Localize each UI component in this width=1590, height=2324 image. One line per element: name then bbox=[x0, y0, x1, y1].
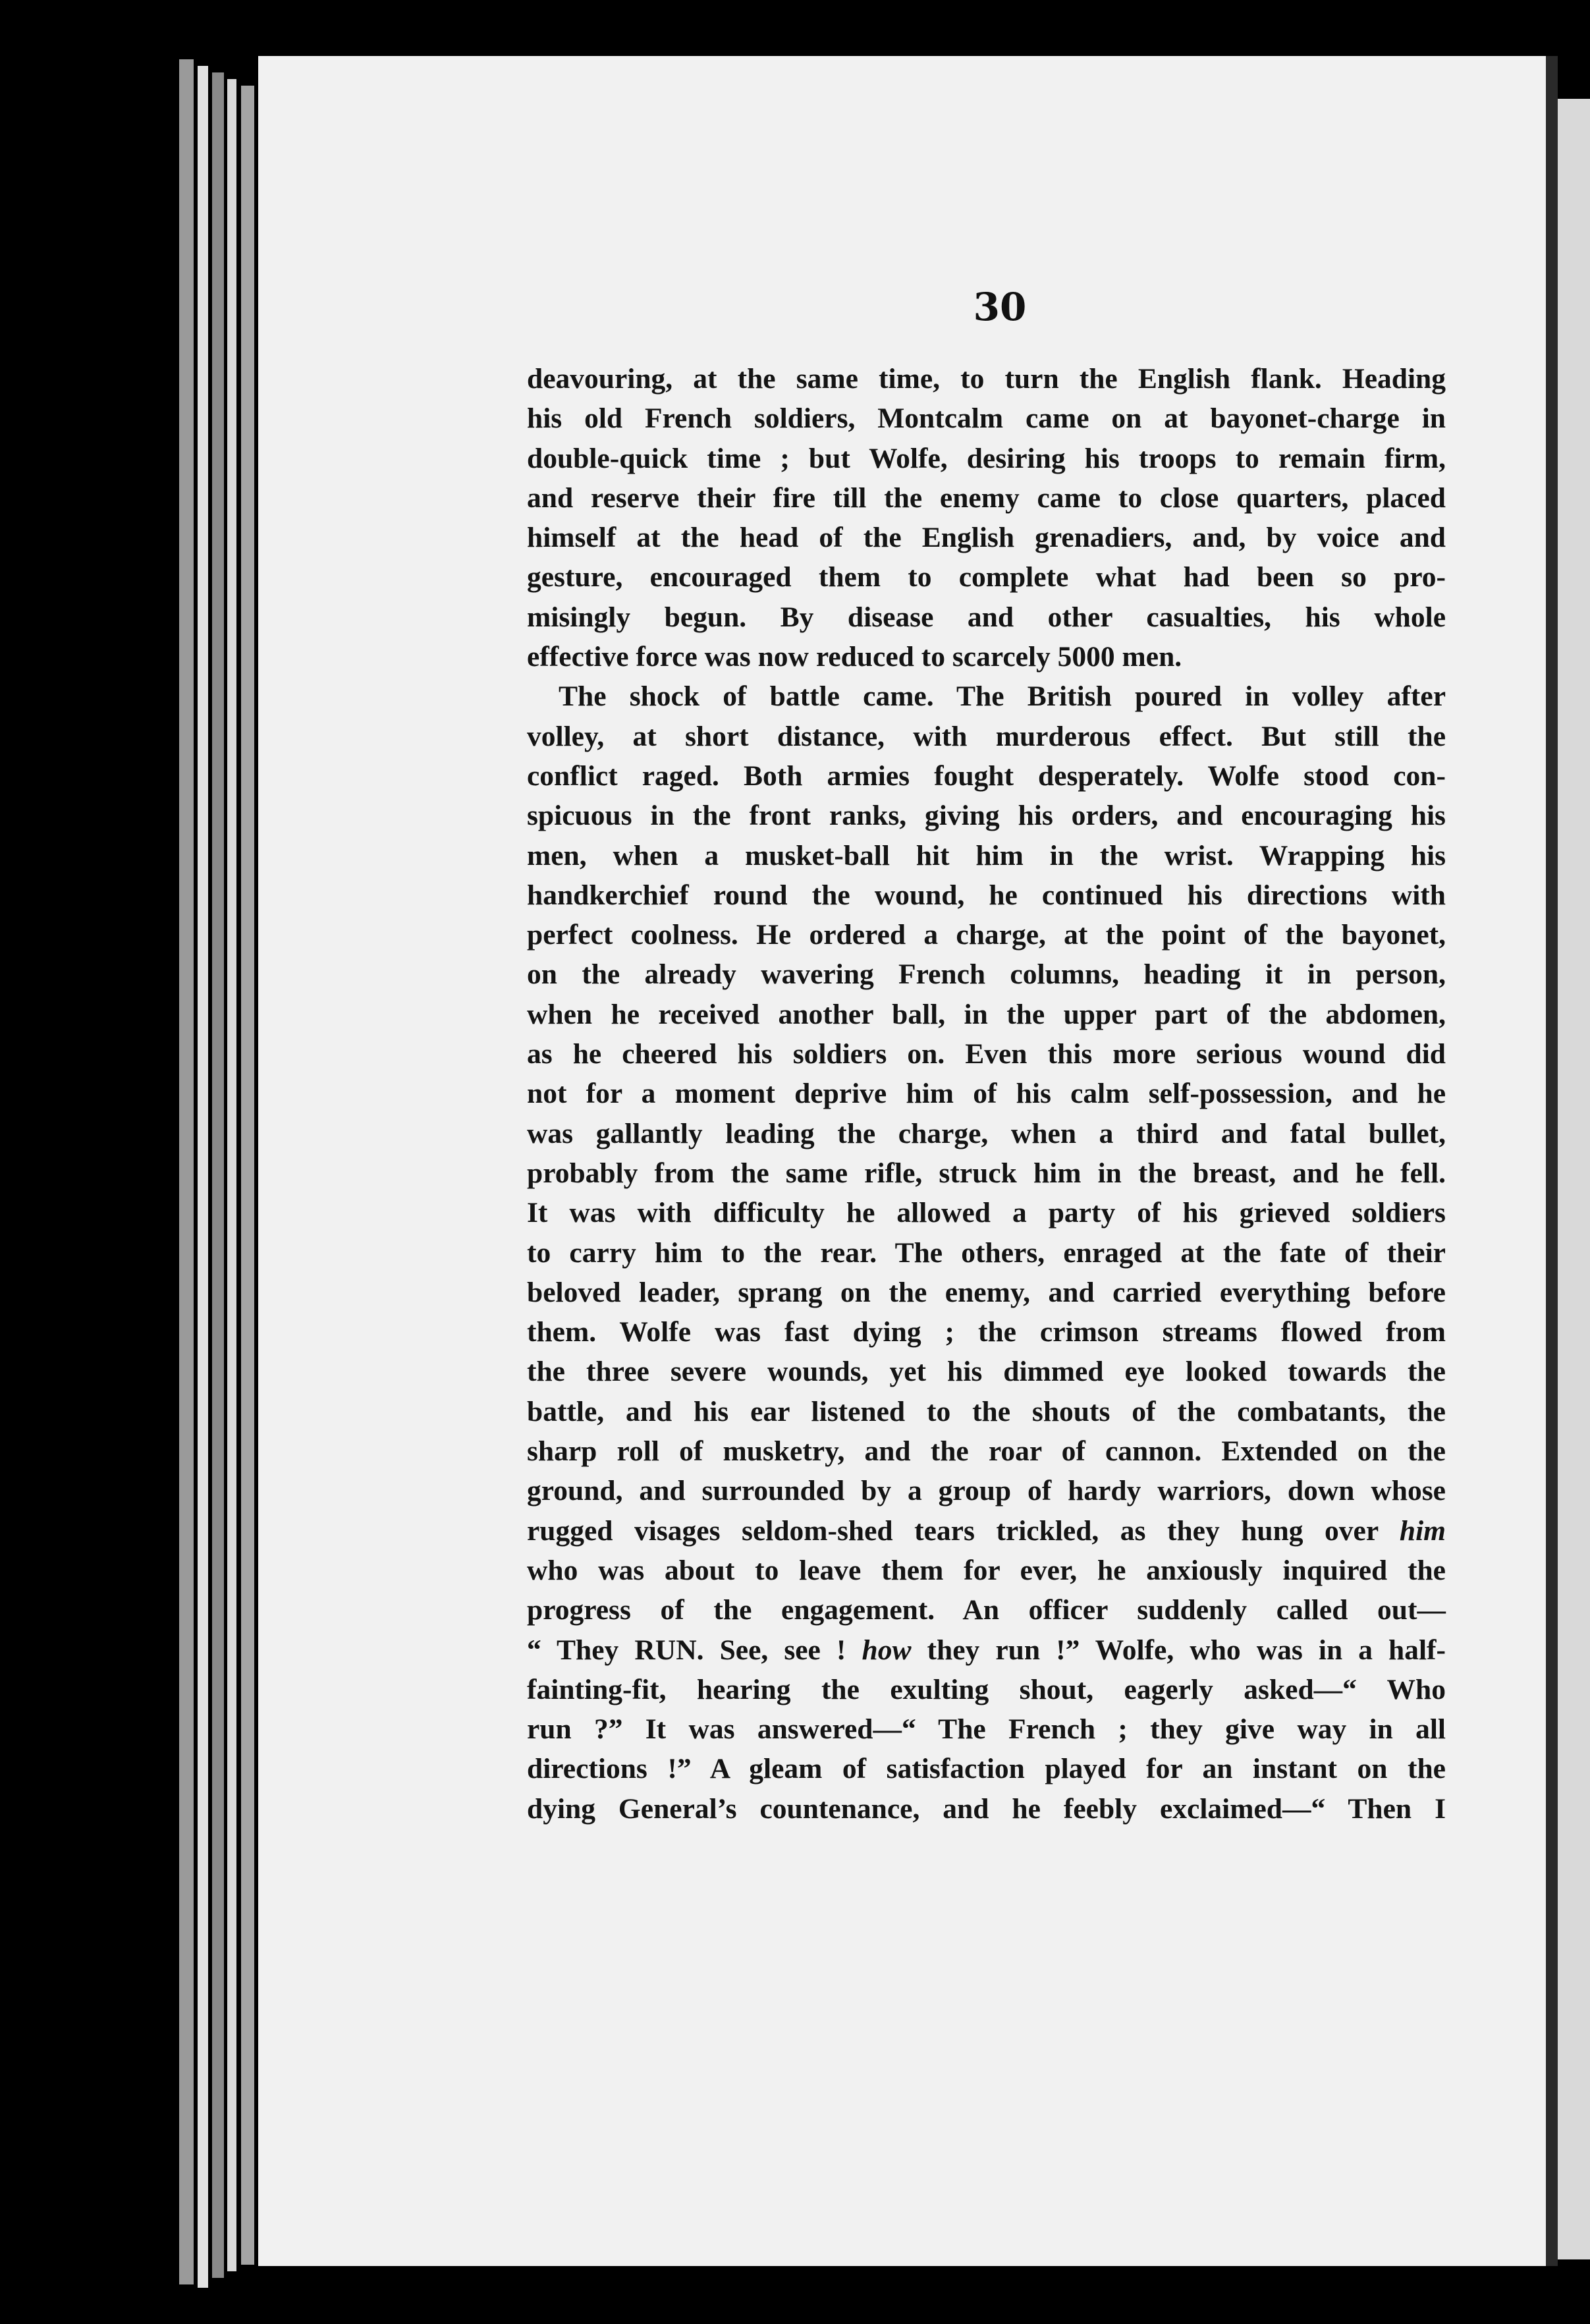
text-line: gesture, encouraged them to complete what had been so pro- bbox=[527, 561, 1446, 594]
page-edge bbox=[212, 72, 224, 2278]
text-line: spicuous in the front ranks, giving his orders, and encouraging his bbox=[527, 800, 1446, 832]
text-line: men, when a musket-ball hit him in the wrist. Wrapping his bbox=[527, 839, 1446, 872]
emphasis-run: RUN. bbox=[634, 1634, 704, 1666]
text-line bbox=[527, 1630, 1446, 1670]
text-line: them. Wolfe was fast dying ; the crimson streams flowed from bbox=[527, 1316, 1446, 1348]
text-line: progress of the engagement. An officer suddenly called out— bbox=[527, 1594, 1446, 1626]
text-line bbox=[527, 1511, 1446, 1551]
text-line: misingly begun. By disease and other casualties, his whole bbox=[527, 601, 1446, 633]
emphasis-him: him bbox=[1399, 1514, 1446, 1547]
text-line: the three severe wounds, yet his dimmed eye looked towards the bbox=[527, 1356, 1446, 1388]
text-line: and reserve their fire till the enemy came to close quarters, placed bbox=[527, 482, 1446, 514]
page-edge bbox=[227, 79, 236, 2271]
page-number: 30 bbox=[973, 285, 1027, 329]
emphasis-how: how bbox=[862, 1634, 912, 1666]
body-text bbox=[527, 359, 1446, 1829]
text-line: deavouring, at the same time, to turn the English flank. Heading bbox=[527, 363, 1446, 395]
page-edge bbox=[179, 59, 194, 2284]
text-fragment: See, see ! bbox=[719, 1634, 846, 1666]
text-line: effective force was now reduced to scarcely 5000 men. bbox=[527, 641, 1182, 673]
text-line: his old French soldiers, Montcalm came on at bayonet-charge in bbox=[527, 402, 1446, 435]
text-line: when he received another ball, in the upper part of the abdomen, bbox=[527, 998, 1446, 1030]
page-edge bbox=[241, 86, 254, 2265]
text-line: ground, and surrounded by a group of hardy warriors, down whose bbox=[527, 1475, 1446, 1507]
text-line: dying General’s countenance, and he feebly exclaimed—“ Then I bbox=[527, 1792, 1446, 1825]
text-line: as he cheered his soldiers on. Even this more serious wound did bbox=[527, 1038, 1446, 1070]
text-line: sharp roll of musketry, and the roar of cannon. Extended on the bbox=[527, 1435, 1446, 1468]
text-fragment: rugged visages seldom-shed tears trickled, as they hung over bbox=[527, 1514, 1379, 1547]
text-line: directions !” A gleam of satisfaction played for an instant on the bbox=[527, 1753, 1446, 1785]
text-line: battle, and his ear listened to the shouts of the combatants, the bbox=[527, 1395, 1446, 1427]
text-line: conflict raged. Both armies fought desperately. Wolfe stood con- bbox=[527, 760, 1446, 792]
text-line: was gallantly leading the charge, when a third and fatal bullet, bbox=[527, 1117, 1446, 1149]
text-line: on the already wavering French columns, heading it in person, bbox=[527, 958, 1446, 991]
text-line: run ?” It was answered—“ The French ; they give way in all bbox=[527, 1713, 1446, 1746]
text-line: The shock of battle came. The British poured in volley after bbox=[559, 680, 1446, 713]
page-gutter-shadow bbox=[1546, 56, 1558, 2266]
facing-page-edge bbox=[1558, 99, 1590, 2259]
text-fragment: “ They bbox=[527, 1634, 619, 1666]
text-line: who was about to leave them for ever, he anxiously inquired the bbox=[527, 1554, 1446, 1586]
text-line: handkerchief round the wound, he continued his directions with bbox=[527, 879, 1446, 911]
page-edge bbox=[198, 66, 208, 2288]
text-line: double-quick time ; but Wolfe, desiring his troops to remain firm, bbox=[527, 442, 1446, 474]
text-line: probably from the same rifle, struck him in the breast, and he fell. bbox=[527, 1157, 1446, 1189]
text-line: himself at the head of the English grenadiers, and, by voice and bbox=[527, 522, 1446, 554]
text-line: not for a moment deprive him of his calm self-possession, and he bbox=[527, 1078, 1446, 1110]
text-line: fainting-fit, hearing the exulting shout, eagerly asked—“ Who bbox=[527, 1673, 1446, 1705]
text-fragment: they run !” Wolfe, who was in a half- bbox=[927, 1634, 1446, 1666]
text-line: beloved leader, sprang on the enemy, and carried everything before bbox=[527, 1276, 1446, 1308]
text-line: to carry him to the rear. The others, enraged at the fate of their bbox=[527, 1236, 1446, 1269]
text-line: It was with difficulty he allowed a party of his grieved soldiers bbox=[527, 1197, 1446, 1229]
text-line: volley, at short distance, with murderous effect. But still the bbox=[527, 720, 1446, 752]
text-line: perfect coolness. He ordered a charge, at the point of the bayonet, bbox=[527, 919, 1446, 951]
